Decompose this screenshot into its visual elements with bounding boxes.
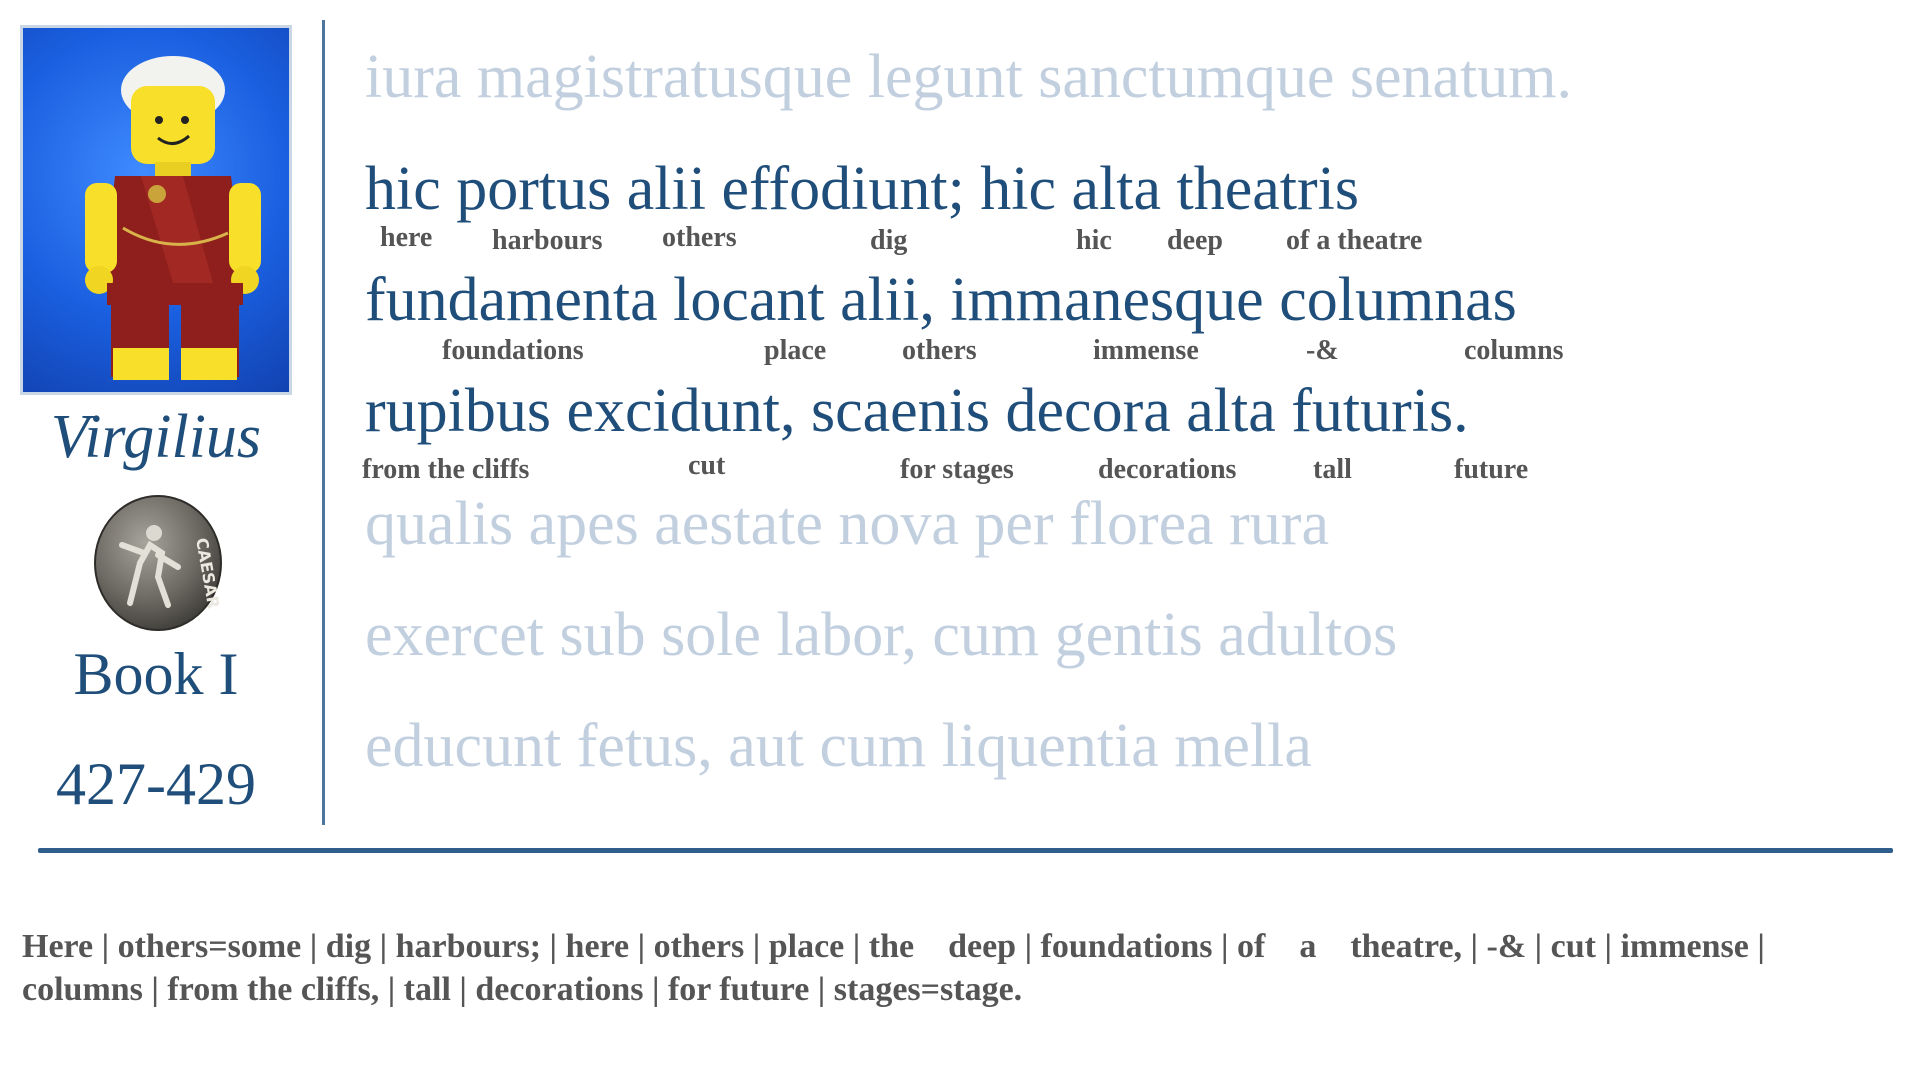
verse-line-1: iura magistratusque legunt sanctumque senatum. bbox=[365, 43, 1572, 111]
gloss-word: of a theatre bbox=[1286, 225, 1423, 256]
gloss-word: others bbox=[662, 222, 737, 253]
gloss-word: others bbox=[902, 335, 977, 366]
gloss-word: hic bbox=[1076, 225, 1112, 256]
verse-line-4: rupibus excidunt, scaenis decora alta futuris. bbox=[365, 377, 1469, 445]
gloss-word: here bbox=[380, 222, 433, 253]
gloss-word: immense bbox=[1093, 335, 1199, 366]
ancient-roman-coin-icon bbox=[92, 493, 224, 633]
vertical-divider bbox=[322, 20, 325, 825]
gloss-word: dig bbox=[870, 225, 908, 256]
line-range: 427-429 bbox=[56, 751, 256, 817]
translation-line-1: Here | others=some | dig | harbours; | here | others | place | the deep | foundations | of a theatre, | -& | cut | immense | bbox=[22, 928, 1765, 965]
gloss-word: -& bbox=[1306, 335, 1339, 366]
gloss-word: decorations bbox=[1098, 454, 1237, 485]
gloss-word: cut bbox=[688, 450, 726, 481]
verse-line-6: exercet sub sole labor, cum gentis adultos bbox=[365, 601, 1398, 669]
verse-line-2: hic portus alii effodiunt; hic alta theatris bbox=[365, 155, 1360, 223]
gloss-word: place bbox=[764, 335, 827, 366]
gloss-word: tall bbox=[1313, 454, 1352, 485]
gloss-word: from the cliffs bbox=[362, 454, 530, 485]
translation-line-2: columns | from the cliffs, | tall | decorations | for future | stages=stage. bbox=[22, 971, 1023, 1008]
gloss-word: foundations bbox=[442, 335, 584, 366]
verse-line-7: educunt fetus, aut cum liquentia mella bbox=[365, 712, 1312, 780]
gloss-word: future bbox=[1454, 454, 1529, 485]
gloss-word: for stages bbox=[900, 454, 1014, 485]
verse-line-5: qualis apes aestate nova per florea rura bbox=[365, 490, 1329, 558]
translation-text bbox=[22, 925, 1902, 1011]
author-name: Virgilius bbox=[50, 403, 262, 471]
gloss-word: columns bbox=[1464, 335, 1564, 366]
gloss-word: deep bbox=[1167, 225, 1223, 256]
horizontal-divider bbox=[38, 848, 1893, 853]
lego-roman-figure-icon bbox=[23, 28, 289, 392]
verse-line-3: fundamenta locant alii, immanesque columnas bbox=[365, 266, 1517, 334]
coin-image bbox=[92, 493, 224, 633]
book-label: Book I bbox=[73, 641, 239, 707]
coin-legend: CAESAR bbox=[192, 536, 224, 610]
gloss-word: harbours bbox=[492, 225, 603, 256]
author-portrait-image bbox=[20, 25, 292, 395]
